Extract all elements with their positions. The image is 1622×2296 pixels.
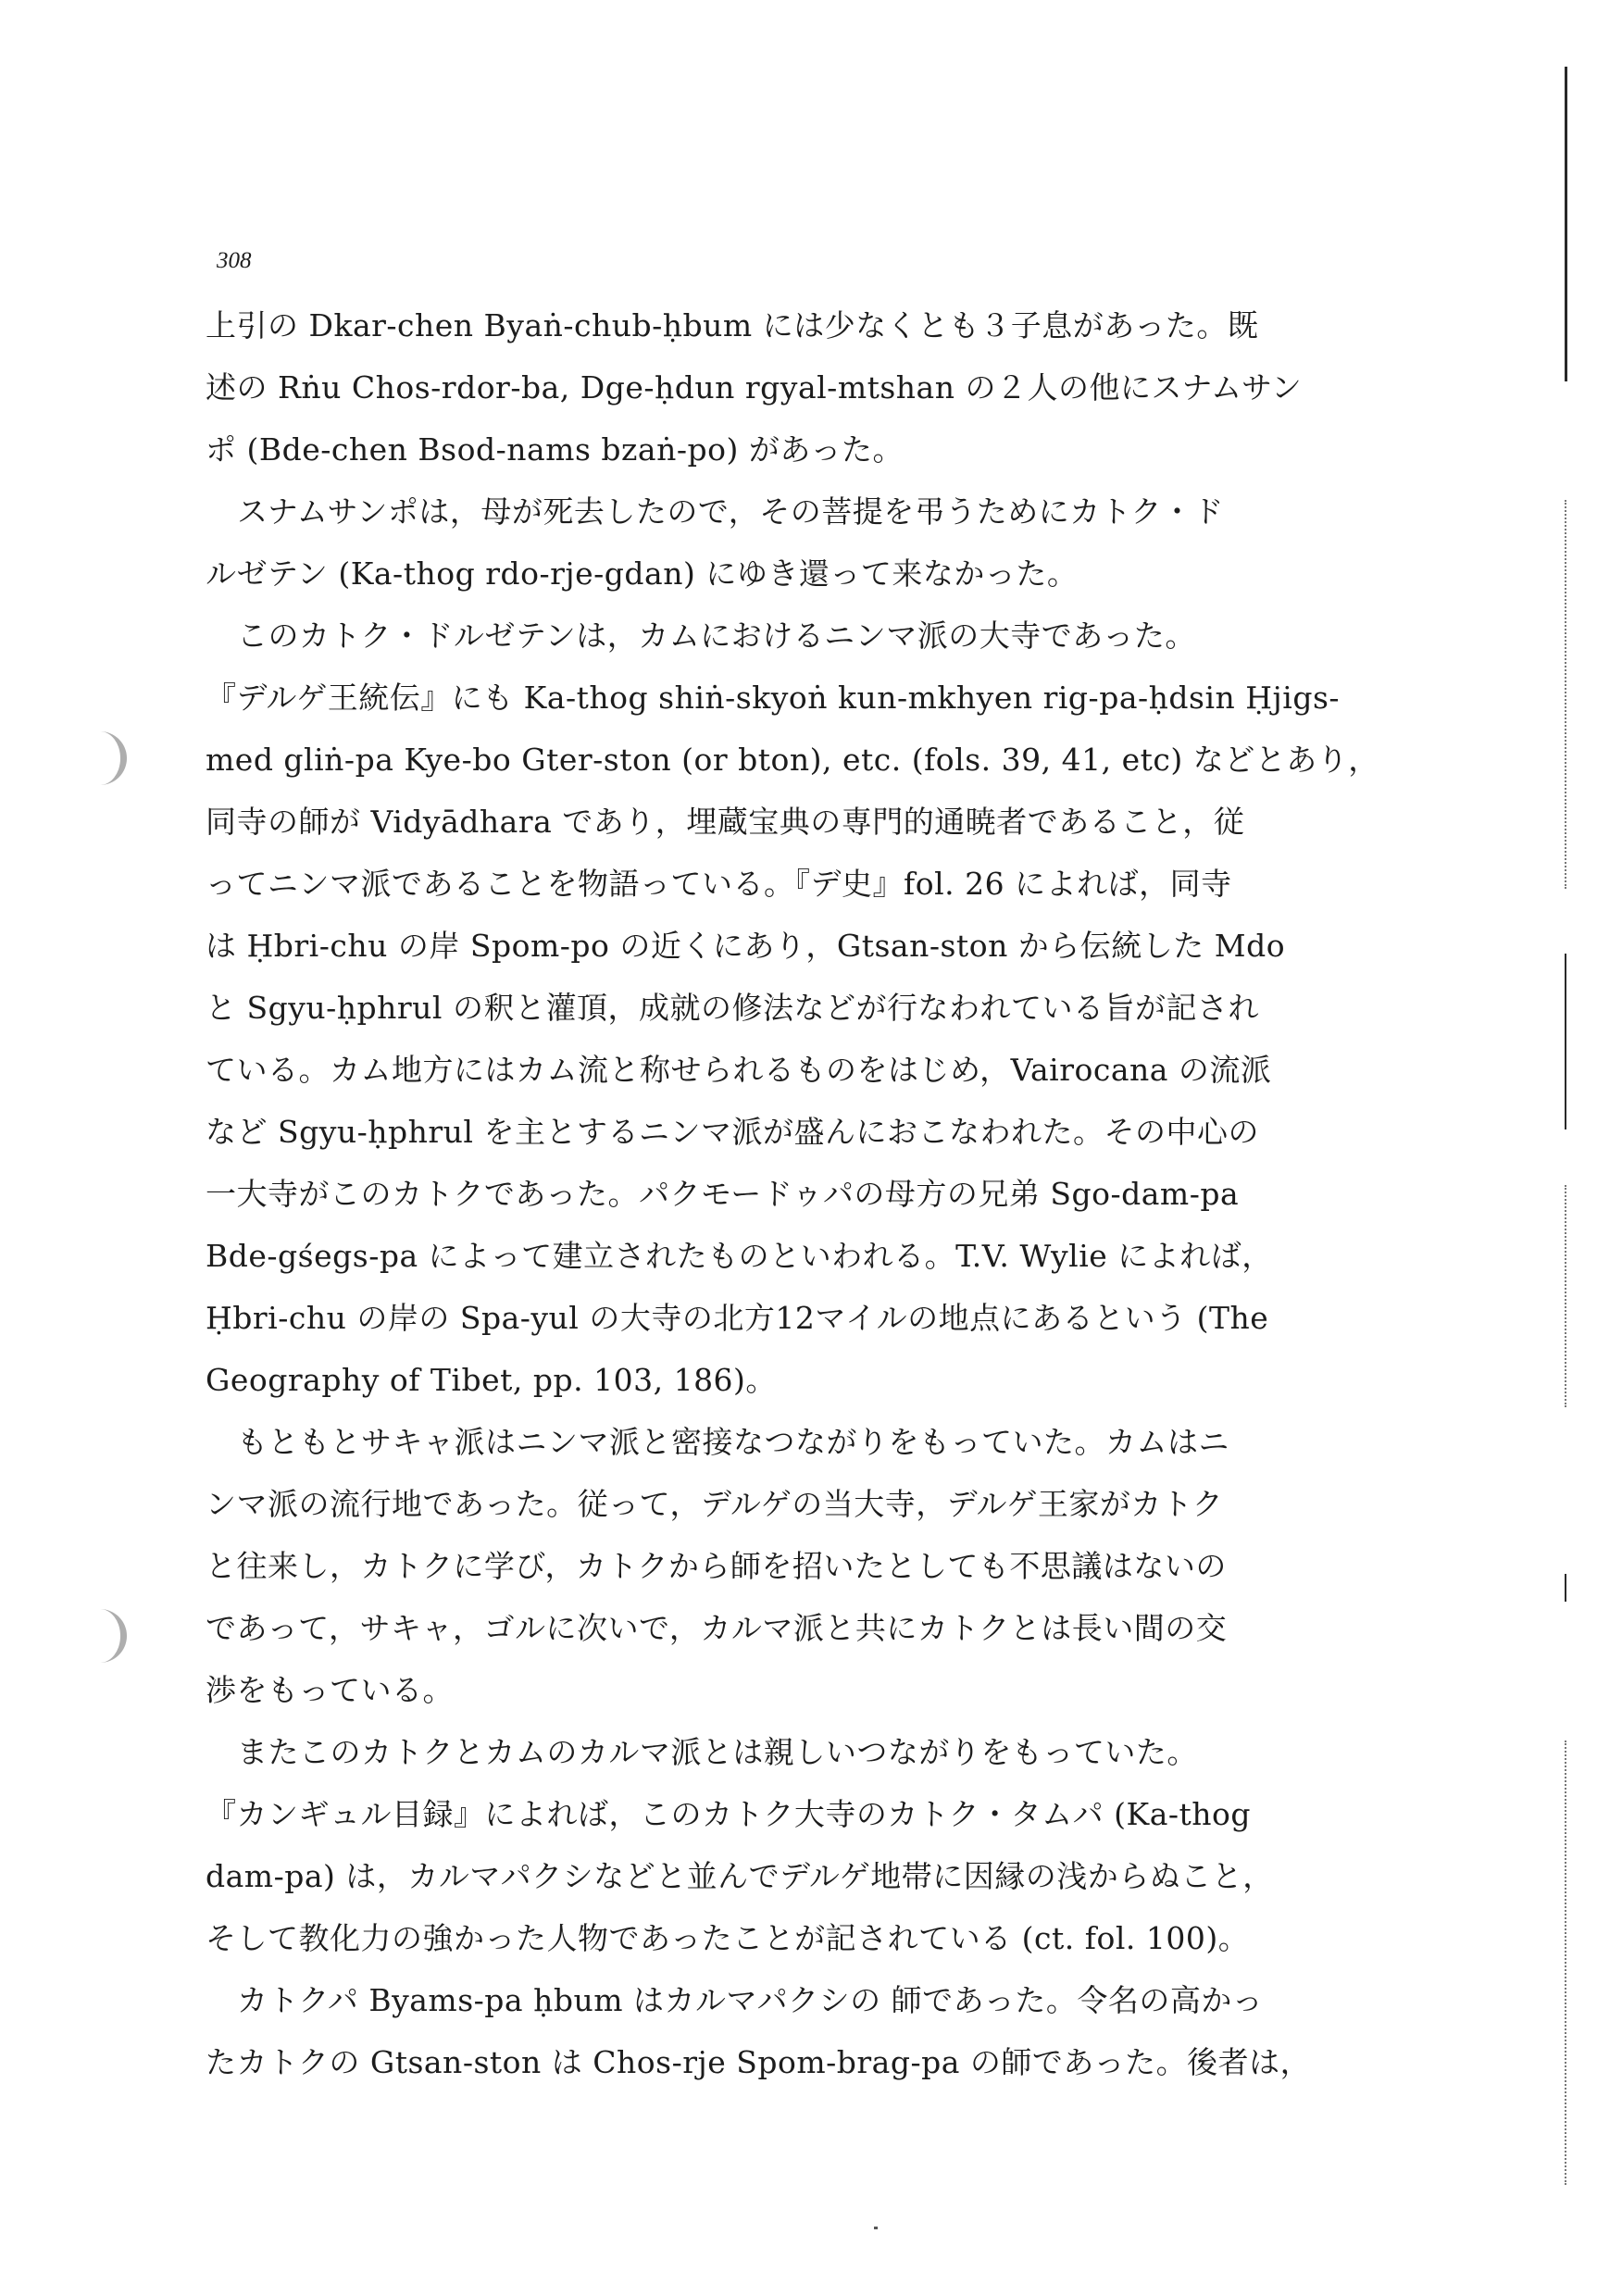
- text-line: カトクパ Byams-pa ḥbum はカルマパクシの 師であった。令名の高かっ: [237, 1982, 1264, 2018]
- text-line: Bde-gśegs-pa によって建立されたものといわれる。T.V. Wylie によれば，: [206, 1238, 1273, 1274]
- text-line: たカトクの Gtsan-ston は Chos-rje Spom-brag-pa の師であった。後者は，: [206, 2044, 1312, 2080]
- right-edge-rule: [1565, 1574, 1566, 1602]
- right-edge-dots: [1565, 1741, 1568, 2185]
- text-line: ている。カム地方にはカム流と称せられるものをはじめ，Vairocana の流派: [206, 1052, 1272, 1088]
- binding-mark: [100, 1609, 127, 1663]
- text-line: 渉をもっている。: [206, 1672, 454, 1708]
- text-line: は Ḥbri-chu の岸 Spom-po の近くにあり，Gtsan-ston から伝統した Mdo: [206, 928, 1286, 964]
- text-line: ポ (Bde-chen Bsod-nams bzaṅ-po) があった。: [206, 431, 905, 468]
- right-edge-dots: [1565, 1185, 1568, 1407]
- binding-mark: [100, 731, 127, 785]
- text-line: Ḥbri-chu の岸の Spa-yul の大寺の北方12マイルの地点にあるという (The: [206, 1300, 1269, 1336]
- text-line: またこのカトクとカムのカルマ派とは親しいつながりをもっていた。: [237, 1734, 1198, 1770]
- right-edge-rule: [1565, 954, 1566, 1129]
- text-line: med gliṅ-pa Kye-bo Gter-ston (or bton), etc. (fols. 39, 41, etc) などとあり，: [206, 742, 1379, 778]
- text-line: など Sgyu-ḥphrul を主とするニンマ派が盛んにおこなわれた。その中心の: [206, 1114, 1259, 1150]
- text-line: ってニンマ派であることを物語っている。『デ史』fol. 26 によれば，同寺: [206, 866, 1232, 902]
- text-line: 『デルゲ王統伝』にも Ka-thog shiṅ-skyoṅ kun-mkhyen rig-pa-ḥdsin Ḥjigs-: [206, 680, 1341, 716]
- text-line: ルゼテン (Ka-thog rdo-rje-gdan) にゆき還って来なかった。: [206, 555, 1079, 592]
- text-line: と Sgyu-ḥphrul の釈と灌頂，成就の修法などが行なわれている旨が記され: [206, 990, 1259, 1026]
- text-line: 『カンギュル目録』によれば，このカトク大寺のカトク・タムパ (Ka-thog: [206, 1796, 1252, 1832]
- text-line: もともとサキャ派はニンマ派と密接なつながりをもっていた。カムはニ: [237, 1424, 1229, 1460]
- scan-speck: [874, 2227, 878, 2229]
- text-line: と往来し，カトクに学び，カトクから師を招いたとしても不思議はないの: [206, 1548, 1227, 1584]
- text-line: そして教化力の強かった人物であったことが記されている (ct. fol. 100)。: [206, 1920, 1250, 1956]
- text-line: Geography of Tibet, pp. 103, 186)。: [206, 1362, 777, 1398]
- text-line: であって，サキャ，ゴルに次いで，カルマ派と共にカトクとは長い間の交: [206, 1610, 1228, 1646]
- text-line: 上引の Dkar-chen Byaṅ-chub-ḥbum には少なくとも３子息があった。既: [206, 307, 1259, 343]
- text-line: 一大寺がこのカトクであった。パクモードゥパの母方の兄弟 Sgo-dam-pa: [206, 1176, 1240, 1212]
- text-line: スナムサンポは，母が死去したので，その菩提を弔うためにカトク・ド: [237, 493, 1225, 530]
- text-line: 述の Rṅu Chos-rdor-ba, Dge-ḥdun rgyal-mtshan の２人の他にスナムサン: [206, 369, 1303, 406]
- page-number: 308: [217, 248, 252, 273]
- body-text: [206, 294, 1400, 2093]
- text-line: ンマ派の流行地であった。従って，デルゲの当大寺，デルゲ王家がカトク: [206, 1486, 1224, 1522]
- right-edge-dots: [1565, 500, 1568, 889]
- text-line: 同寺の師が Vidyādhara であり，埋蔵宝典の専門的通暁者であること，従: [206, 804, 1245, 840]
- text-line: dam-pa) は，カルマパクシなどと並んでデルゲ地帯に因縁の浅からぬこと，: [206, 1858, 1274, 1894]
- text-line: このカトク・ドルゼテンは，カムにおけるニンマ派の大寺であった。: [237, 618, 1196, 654]
- right-edge-rule: [1565, 67, 1567, 381]
